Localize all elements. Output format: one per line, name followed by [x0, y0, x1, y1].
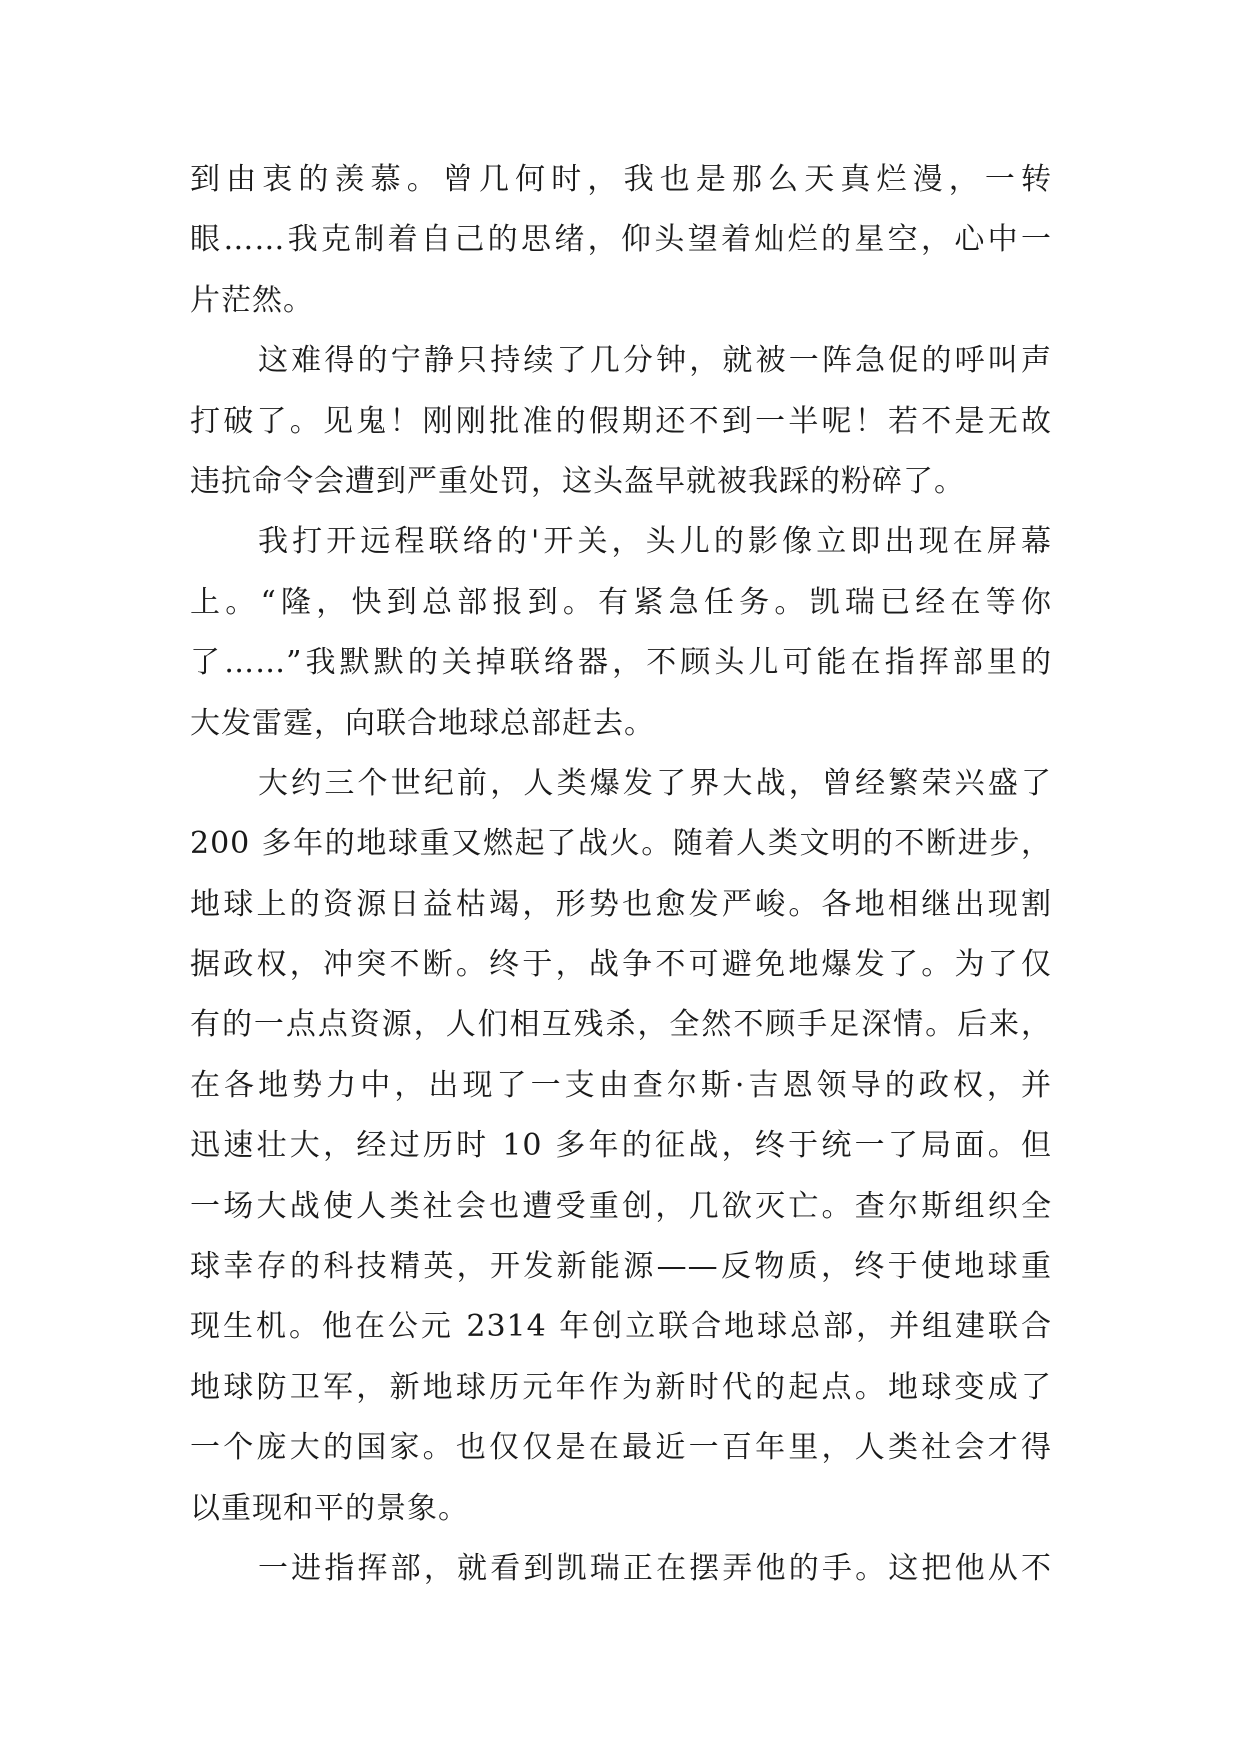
document-page	[190, 150, 1052, 1710]
text-line: 有的一点点资源，人们相互残杀，全然不顾手足深情。后来，	[190, 1007, 1052, 1043]
text-line: 大发雷霆，向联合地球总部赶去。	[190, 705, 655, 741]
text-line: 球幸存的科技精英，开发新能源——反物质，终于使地球重	[190, 1249, 1052, 1285]
paragraph-first-line: 我打开远程联络的'开关，头儿的影像立即出现在屏幕	[258, 524, 1052, 560]
text-line: 现生机。他在公元 2314 年创立联合地球总部，并组建联合	[190, 1309, 1052, 1345]
text-line: 迅速壮大，经过历时 10 多年的征战，终于统一了局面。但	[190, 1128, 1052, 1164]
text-line: 一个庞大的国家。也仅仅是在最近一百年里，人类社会才得	[190, 1430, 1052, 1466]
text-line: 地球防卫军，新地球历元年作为新时代的起点。地球变成了	[190, 1369, 1052, 1405]
text-line: 在各地势力中，出现了一支由查尔斯·吉恩领导的政权，并	[190, 1067, 1052, 1103]
text-line: 地球上的资源日益枯竭，形势也愈发严峻。各地相继出现割	[190, 886, 1052, 922]
text-line: 违抗命令会遭到严重处罚，这头盔早就被我踩的粉碎了。	[190, 463, 965, 499]
text-line: 了……”我默默的关掉联络器，不顾头儿可能在指挥部里的	[190, 645, 1052, 681]
text-line: 据政权，冲突不断。终于，战争不可避免地爆发了。为了仅	[190, 947, 1052, 983]
paragraph-first-line: 一进指挥部，就看到凯瑞正在摆弄他的手。这把他从不	[258, 1550, 1052, 1586]
paragraph-first-line: 大约三个世纪前，人类爆发了界大战，曾经繁荣兴盛了	[258, 765, 1052, 801]
paragraph-first-line: 这难得的宁静只持续了几分钟，就被一阵急促的呼叫声	[258, 343, 1052, 379]
text-line: 到由衷的羡慕。曾几何时，我也是那么天真烂漫，一转	[190, 162, 1052, 197]
text-line: 200 多年的地球重又燃起了战火。随着人类文明的不断进步，	[190, 826, 1052, 862]
text-line: 上。“隆，快到总部报到。有紧急任务。凯瑞已经在等你	[190, 584, 1052, 620]
text-line: 片茫然。	[190, 282, 314, 318]
text-line: 一场大战使人类社会也遭受重创，几欲灭亡。查尔斯组织全	[190, 1188, 1052, 1224]
text-line: 以重现和平的景象。	[190, 1490, 469, 1526]
text-line: 眼……我克制着自己的思绪，仰头望着灿烂的星空，心中一	[190, 222, 1052, 258]
text-line: 打破了。见鬼！刚刚批准的假期还不到一半呢！若不是无故	[190, 403, 1052, 439]
